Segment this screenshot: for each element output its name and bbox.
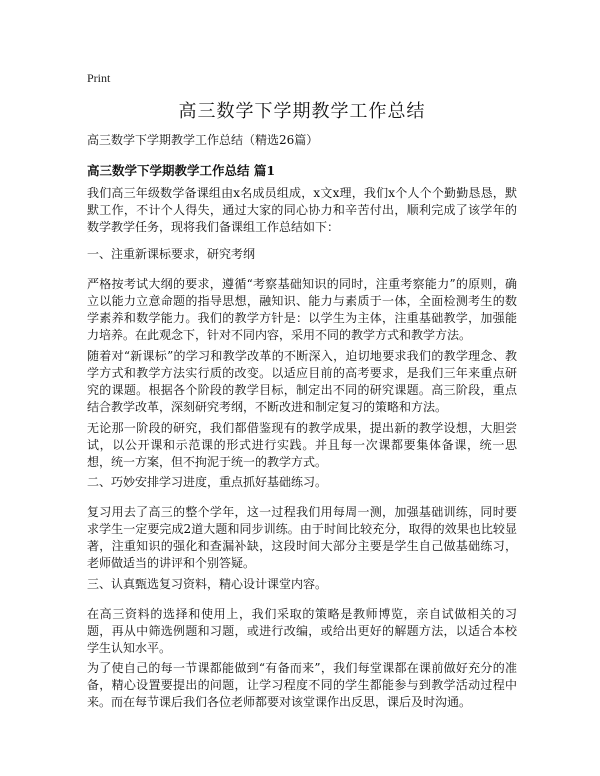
paragraph-6: 为了使自己的每一节课都能做到“有备而来”，我们每堂课都在课前做好充分的准备，精心设置要提出的问题，让学习程度不同的学生都能参与到教学活动过程中来。而在每节课后我们各位老师都要对该堂课作出反思，课后及时沟通。: [87, 661, 517, 709]
heading-3: 三、认真甄选复习资料，精心设计课堂内容。: [87, 577, 328, 591]
heading-2: 二、巧妙安排学习进度，重点抓好基础练习。: [87, 475, 328, 489]
paragraph-3: 无论那一阶段的研究，我们都借鉴现有的教学成果，提出新的教学设想，大胆尝试，以公开课和示范课的形式进行实践。并且每一次课都要集体备课，统一思想，统一方案，但不拘泥于统一的教学方式。: [87, 421, 517, 469]
paragraph-4: 复习用去了高三的整个学年，这一过程我们用每周一测，加强基础训练，同时要求学生一定要完成2道大题和同步训练。由于时间比较充分，取得的效果也比较显著，注重知识的强化和查漏补缺，这段时间大部分主要是学生自己做基础练习，老师做适当的讲评和个别答疑。: [87, 505, 517, 570]
page-title: 高三数学下学期教学工作总结: [178, 101, 426, 122]
heading-1: 一、注重新课标要求，研究考纲: [87, 247, 256, 261]
paragraph-1: 严格按考试大纲的要求，遵循“考察基础知识的同时，注重考察能力”的原则，确立以能力立意命题的指导思想，融知识、能力与素质于一体，全面检测考生的数学素养和数学能力。我们的教学方针是：以学生为主体，注重基础教学，加强能力培养。在此观念下，针对不同内容，采用不同的教学方式和教学方法。: [87, 277, 517, 342]
print-link[interactable]: Print: [87, 71, 111, 85]
section-title: 高三数学下学期教学工作总结 篇1: [87, 163, 276, 178]
paragraph-5: 在高三资料的选择和使用上，我们采取的策略是教师博览，亲自试做相关的习题，再从中筛选例题和习题，或进行改编，或给出更好的解题方法，以适合本校学生认知水平。: [87, 607, 517, 655]
intro-paragraph: 我们高三年级数学备课组由x名成员组成，x文x理，我们x个人个个勤勤恳恳，默默工作，不计个人得失，通过大家的同心协力和辛苦付出，顺利完成了该学年的数学教学任务，现将我们备课组工作总结如下：: [87, 186, 517, 234]
document-subtitle: 高三数学下学期教学工作总结（精选26篇）: [87, 133, 319, 147]
paragraph-2: 随着对“新课标”的学习和教学改革的不断深入，迫切地要求我们的教学理念、教学方式和教学方法实行质的改变。以适应目前的高考要求，是我们三年来重点研究的课题。根据各个阶段的教学目标，制定出不同的研究课题。高三阶段，重点结合教学改革，深刻研究考纲，不断改进和制定复习的策略和方法。: [87, 349, 517, 414]
